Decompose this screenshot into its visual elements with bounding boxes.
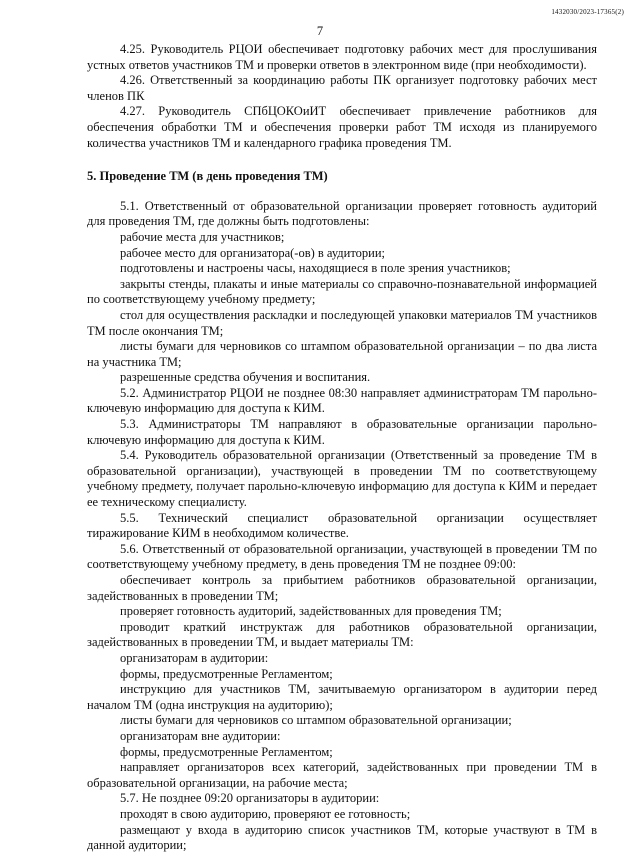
list-item: формы, предусмотренные Регламентом; bbox=[120, 666, 333, 681]
list-item: проходят в свою аудиторию, проверяют ее готовность; bbox=[120, 806, 411, 821]
list-item: организаторам вне аудитории: bbox=[120, 728, 281, 743]
list-item: направляет организаторов всех категорий, задействованных при проведении ТМ в образовательной организации, на рабочие места; bbox=[87, 760, 597, 790]
list-item: разрешенные средства обучения и воспитания. bbox=[120, 370, 371, 385]
paragraph: 5.5. Технический специалист образовательной организации осуществляет тиражирование КИМ в необходимом количестве. bbox=[87, 510, 597, 541]
list-item: проверяет готовность аудиторий, задействованных для проведения ТМ; bbox=[120, 604, 502, 619]
paragraph: 5.7. Не позднее 09:20 организаторы в аудитории: bbox=[120, 791, 380, 806]
paragraph: 5.6. Ответственный от образовательной организации, участвующей в проведении ТМ по соответствующему учебному предмету, в день проведения ТМ не позднее 09:00: bbox=[87, 541, 597, 572]
list-item: листы бумаги для черновиков со штампом образовательной организации; bbox=[120, 713, 512, 728]
paragraph: 5.1. Ответственный от образовательной организации проверяет готовность аудиторий для проведения ТМ, где должны быть подготовлены: bbox=[87, 198, 597, 229]
list-item: стол для осуществления раскладки и последующей упаковки материалов ТМ участников ТМ после окончания ТМ; bbox=[87, 307, 597, 338]
document-body bbox=[87, 42, 597, 854]
paragraph: 5.3. Администраторы ТМ направляют в образовательные организации парольно-ключевую информацию для доступа к КИМ. bbox=[87, 417, 597, 447]
list-item: обеспечивает контроль за прибытием работников образовательной организации, задействованных в проведении ТМ; bbox=[87, 573, 597, 603]
paragraph-4-26: 4.26. Ответственный за координацию работы ПК организует подготовку рабочих мест членов ПК bbox=[87, 73, 597, 103]
list-item: листы бумаги для черновиков со штампом образовательной организации – по два листа на участника ТМ; bbox=[87, 339, 597, 369]
paragraph-4-27: 4.27. Руководитель СПбЦОКОиИТ обеспечивает привлечение работников для обеспечения обработки ТМ и обеспечения проверки работ ТМ исходя из планируемого количества участников ТМ и календарного графика проведения ТМ. bbox=[87, 104, 597, 150]
list-item: подготовлены и настроены часы, находящиеся в поле зрения участников; bbox=[120, 261, 511, 276]
list-item: формы, предусмотренные Регламентом; bbox=[120, 744, 333, 759]
list-item: рабочие места для участников; bbox=[120, 229, 285, 244]
document-id: 1432030/2023-17365(2) bbox=[551, 8, 624, 16]
list-item: проводит краткий инструктаж для работников образовательной организации, задействованных в проведении ТМ, и выдает материалы ТМ: bbox=[87, 619, 597, 650]
list-item: инструкцию для участников ТМ, зачитываемую организатором в аудитории перед началом ТМ (одна инструкция на аудиторию); bbox=[87, 682, 597, 712]
paragraph-4-25: 4.25. Руководитель РЦОИ обеспечивает подготовку рабочих мест для прослушивания устных ответов участников ТМ и проверки ответов в электронном виде (при необходимости). bbox=[87, 42, 597, 72]
section-5-heading: 5. Проведение ТМ (в день проведения ТМ) bbox=[87, 169, 328, 184]
list-item: организаторам в аудитории: bbox=[120, 650, 269, 665]
list-item: закрыты стенды, плакаты и иные материалы со справочно-познавательной информацией по соответствующему учебному предмету; bbox=[87, 276, 597, 307]
paragraph: 5.2. Администратор РЦОИ не позднее 08:30 направляет администраторам ТМ парольно-ключевую информацию для доступа к КИМ. bbox=[87, 385, 597, 416]
list-item: размещают у входа в аудиторию список участников ТМ, которые участвуют в ТМ в данной аудитории; bbox=[87, 822, 597, 853]
page-number: 7 bbox=[316, 24, 324, 38]
list-item: рабочее место для организатора(-ов) в аудитории; bbox=[120, 245, 385, 260]
paragraph: 5.4. Руководитель образовательной организации (Ответственный за проведение ТМ в образовательной организации), участвующей в проведении ТМ по соответствующему учебному предмету, получает парольно-ключевую информацию для доступа к КИМ и передает ее техническому специалисту. bbox=[87, 448, 597, 510]
